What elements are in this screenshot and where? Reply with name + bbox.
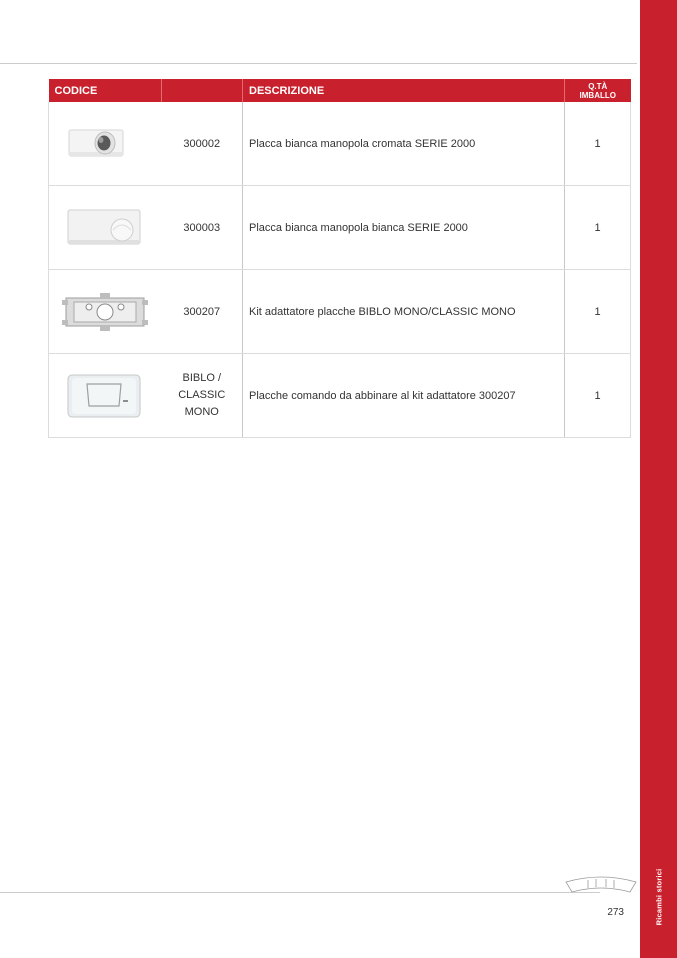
product-code: 300003 [162, 186, 243, 270]
product-image-white-plate-white-knob [65, 206, 145, 250]
product-code-line: BIBLO / [182, 372, 222, 384]
table-row [49, 270, 631, 354]
product-image-white-plate-chrome-knob [65, 124, 145, 164]
product-code: 300002 [162, 102, 243, 186]
product-code [162, 354, 243, 438]
sidebar-label: Ricambi storici [654, 868, 664, 926]
product-table [48, 79, 631, 438]
product-image-adapter-kit-frame [60, 290, 150, 334]
header-qty-line2: IMBALLO [579, 90, 616, 100]
header-qty-line1: Q.TÀ [588, 81, 608, 91]
decorative-curve-icon [564, 874, 638, 896]
header-qty [565, 79, 631, 102]
product-qty: 1 [565, 270, 631, 354]
table-row [49, 354, 631, 438]
product-image-cell [49, 102, 162, 186]
product-image-control-plate [65, 372, 145, 420]
product-description: Kit adattatore placche BIBLO MONO/CLASSIC MONO [243, 270, 565, 354]
side-band [640, 0, 677, 958]
header-description: DESCRIZIONE [243, 79, 565, 102]
product-description: Placche comando da abbinare al kit adattatore 300207 [243, 354, 565, 438]
product-image-cell [49, 354, 162, 438]
bottom-divider [0, 892, 600, 893]
product-image-cell [49, 186, 162, 270]
product-image-cell [49, 270, 162, 354]
table-row [49, 186, 631, 270]
product-qty: 1 [565, 186, 631, 270]
product-qty: 1 [565, 354, 631, 438]
product-description: Placca bianca manopola cromata SERIE 2000 [243, 102, 565, 186]
table-row [49, 102, 631, 186]
product-code: 300207 [162, 270, 243, 354]
product-description: Placca bianca manopola bianca SERIE 2000 [243, 186, 565, 270]
header-code-spacer [162, 79, 243, 102]
product-code-line: MONO [184, 406, 219, 418]
header-code: CODICE [49, 79, 162, 102]
product-code-line: CLASSIC [178, 389, 226, 401]
product-qty: 1 [565, 102, 631, 186]
table-header-row [49, 79, 631, 102]
top-divider [0, 63, 637, 64]
page-number: 273 [607, 907, 624, 918]
